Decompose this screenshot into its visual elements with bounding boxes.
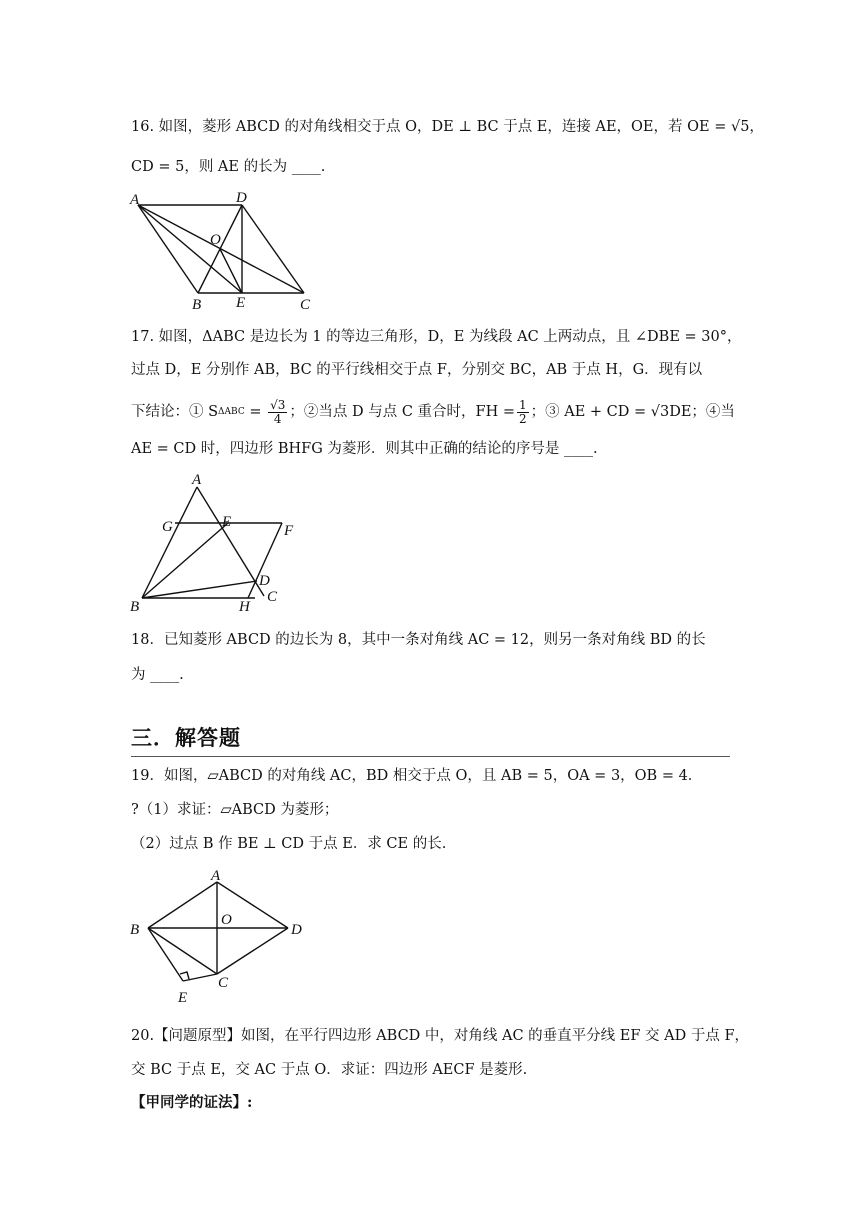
q17-line-2: 过点 D，E 分别作 AB，BC 的平行线相交于点 F，分别交 BC，AB 于点 H，G．现有以: [131, 362, 703, 378]
q19-line-2: ?（1）求证：▱ABCD 为菱形；: [131, 802, 339, 818]
q19-figure: [126, 864, 316, 1012]
q17-line-4: AE = CD 时，四边形 BHFG 为菱形．则其中正确的结论的序号是 ____.: [131, 441, 598, 457]
q17-label-E: E: [222, 514, 232, 530]
q19-label-A: A: [211, 868, 221, 884]
q19-label-E: E: [178, 990, 188, 1006]
q17-label-H: H: [239, 599, 250, 615]
q16-label-E: E: [236, 295, 246, 311]
q16-label-O: O: [210, 232, 221, 248]
q19-label-C: C: [218, 975, 229, 991]
q17-label-C: C: [267, 589, 278, 605]
q16-line-2: CD = 5，则 AE 的长为 ____.: [131, 159, 326, 175]
q17-fraction-1-den: 4: [273, 411, 282, 426]
q17-line-3-c: ；②当点 D 与点 C 重合时，FH =: [289, 404, 515, 420]
q17-fraction-1-num: √3: [270, 397, 286, 412]
q16-figure: [126, 190, 326, 315]
q19-line-1: 19．如图，▱ABCD 的对角线 AC，BD 相交于点 O，且 AB = 5，OA = 3，OB = 4．: [131, 768, 703, 784]
q17-label-G: G: [162, 519, 173, 535]
section-title: 三．解答题: [131, 726, 241, 750]
q16-label-A: A: [130, 192, 140, 208]
q17-fraction-2: [517, 399, 529, 426]
section-divider: [131, 756, 730, 757]
q19-label-O: O: [221, 912, 232, 928]
q17-line-3-a: 下结论：① S: [131, 404, 219, 420]
q20-line-2: 交 BC 于点 E，交 AC 于点 O．求证：四边形 AECF 是菱形.: [131, 1062, 528, 1078]
q17-label-D: D: [259, 573, 270, 589]
q17-line-3-sub: ΔABC: [218, 407, 245, 417]
q16-label-B: B: [192, 297, 202, 313]
q16-line-1: 16. 如图，菱形 ABCD 的对角线相交于点 O，DE ⊥ BC 于点 E，连接 AE，OE，若 OE = √5，: [131, 119, 764, 135]
q17-fraction-2-num: 1: [519, 397, 527, 412]
q17-label-A: A: [192, 472, 202, 488]
q17-fraction-1: [268, 399, 287, 426]
q16-label-D: D: [236, 190, 247, 206]
q19-label-D: D: [291, 922, 302, 938]
q17-line-3: [131, 394, 735, 430]
q20-line-1: 20.【问题原型】如图，在平行四边形 ABCD 中，对角线 AC 的垂直平分线 EF 交 AD 于点 F，: [131, 1028, 750, 1044]
q17-label-B: B: [130, 599, 140, 615]
q17-line-3-b: =: [244, 404, 267, 420]
q17-figure: [126, 470, 306, 618]
q18-line-1: 18．已知菱形 ABCD 的边长为 8，其中一条对角线 AC = 12，则另一条对角线 BD 的长: [131, 632, 706, 648]
q19-label-B: B: [130, 922, 140, 938]
q19-line-3: （2）过点 B 作 BE ⊥ CD 于点 E．求 CE 的长.: [131, 836, 447, 852]
q17-label-F: F: [284, 523, 294, 539]
q18-line-2: 为 ____.: [131, 667, 184, 683]
q17-fraction-2-den: 2: [519, 411, 527, 426]
q17-line-3-d: ；③ AE + CD = √3DE；④当: [530, 404, 735, 420]
q20-line-3: 【甲同学的证法】:: [131, 1094, 253, 1111]
q16-label-C: C: [300, 297, 311, 313]
q17-line-1: 17. 如图，ΔABC 是边长为 1 的等边三角形，D，E 为线段 AC 上两动点，且 ∠DBE = 30°，: [131, 329, 742, 345]
